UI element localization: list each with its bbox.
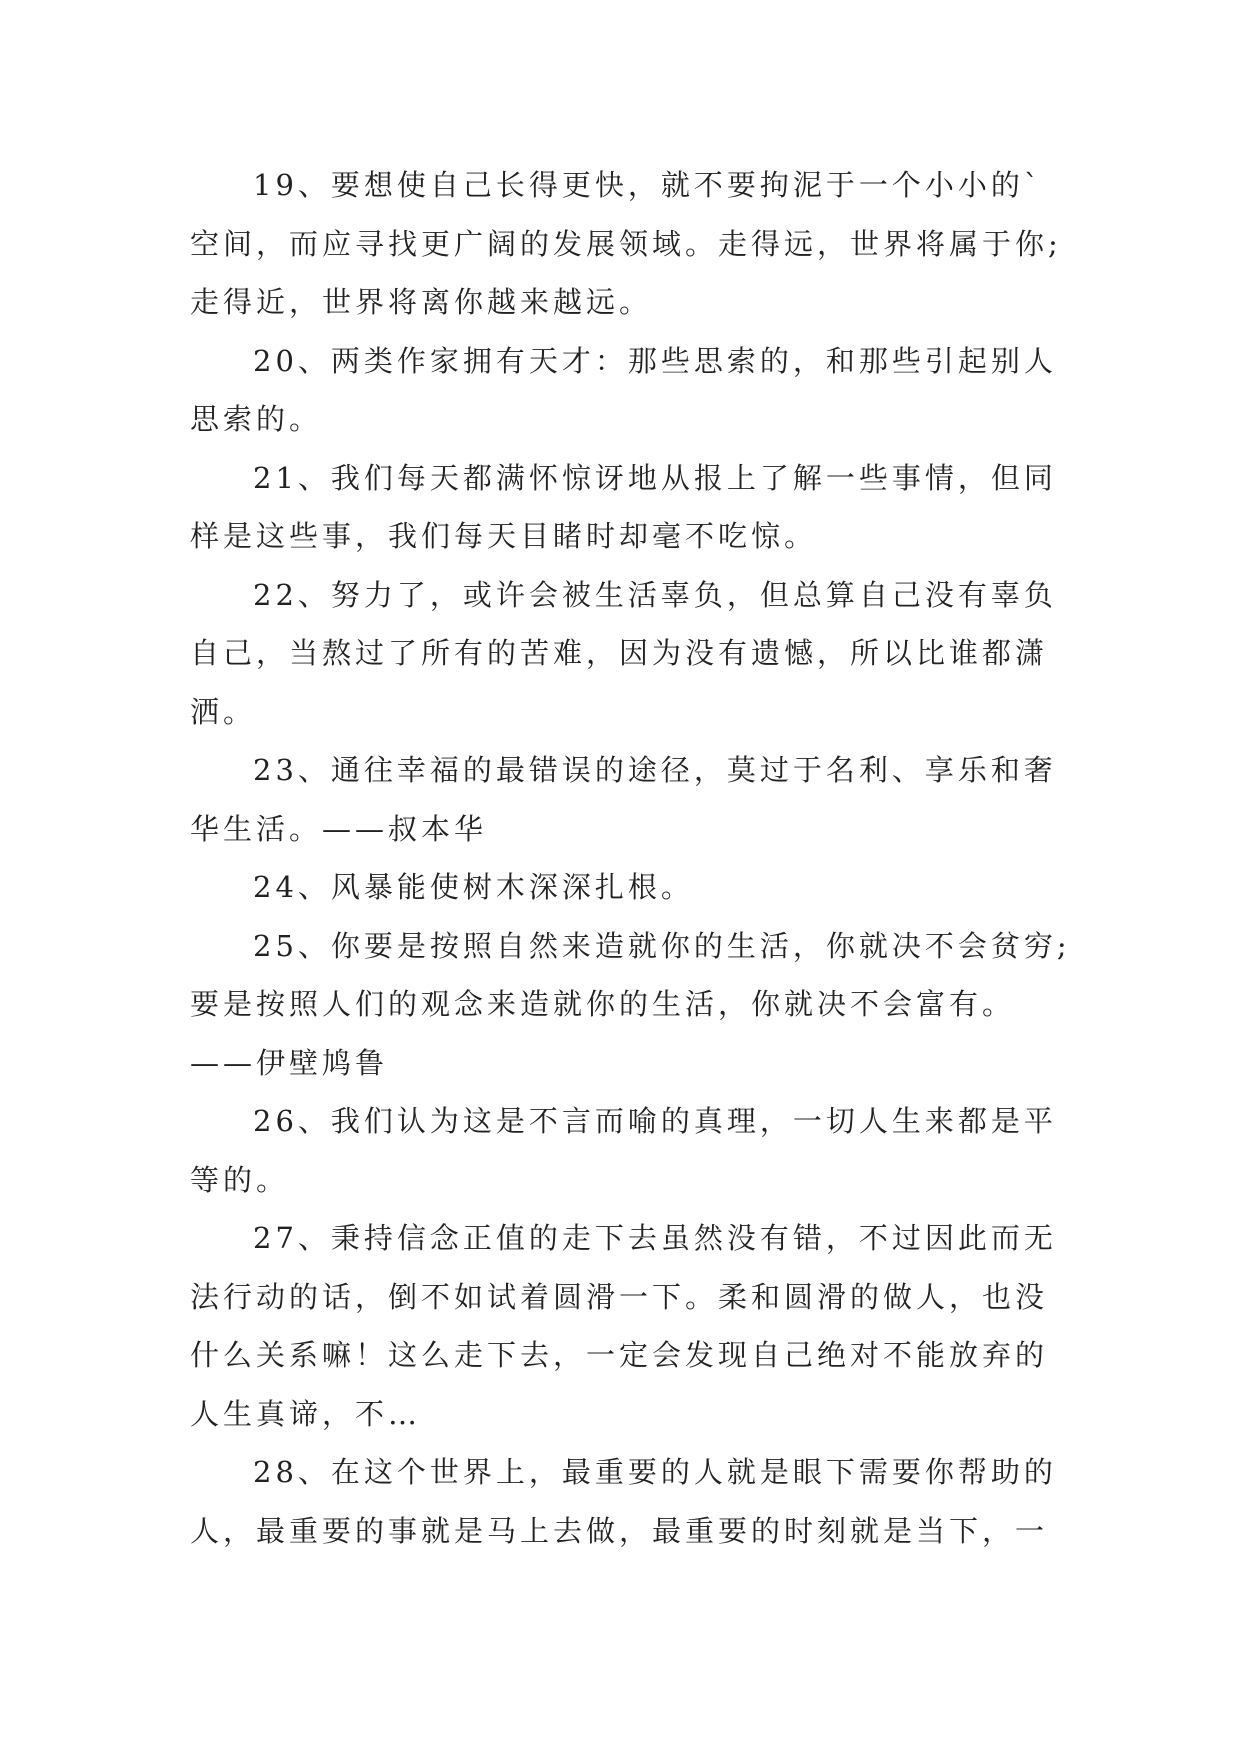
paragraph-22 <box>190 566 1057 742</box>
paragraph-line: 法行动的话，倒不如试着圆滑一下。柔和圆滑的做人，也没 <box>190 1279 1049 1314</box>
paragraph-line: 27、秉持信念正值的走下去虽然没有错，不过因此而无 <box>253 1221 1057 1255</box>
paragraph-line: 要是按照人们的观念来造就你的生活，你就决不会富有。 <box>190 987 1016 1021</box>
paragraph-25 <box>190 917 1071 1093</box>
paragraph-line: 华生活。——叔本华 <box>190 811 488 846</box>
paragraph-line: 21、我们每天都满怀惊讶地从报上了解一些事情，但同 <box>253 460 1057 495</box>
paragraph-28 <box>190 1443 1057 1560</box>
paragraph-line: 样是这些事，我们每天目睹时却毫不吃惊。 <box>190 519 818 553</box>
paragraph-24 <box>190 858 1050 917</box>
paragraph-line: 20、两类作家拥有天才：那些思索的，和那些引起别人 <box>253 343 1057 378</box>
paragraph-19 <box>190 156 1062 332</box>
paragraph-line: 走得近，世界将离你越来越远。 <box>190 285 653 319</box>
paragraph-line: 24、风暴能使树木深深扎根。 <box>253 870 694 904</box>
paragraph-line: 思索的。 <box>190 402 323 436</box>
paragraph-26 <box>190 1092 1057 1209</box>
paragraph-line: 19、要想使自己长得更快，就不要拘泥于一个小小的` <box>253 168 1043 202</box>
paragraph-21 <box>190 449 1057 566</box>
paragraph-line: 等的。 <box>190 1162 290 1197</box>
paragraph-line: 26、我们认为这是不言而喻的真理，一切人生来都是平 <box>253 1104 1057 1138</box>
paragraph-line: 人，最重要的事就是马上去做，最重要的时刻就是当下，一 <box>190 1513 1049 1548</box>
paragraph-line: 25、你要是按照自然来造就你的生活，你就决不会贫穷; <box>253 928 1071 963</box>
paragraph-27 <box>190 1209 1057 1443</box>
paragraph-line: 什么关系嘛！这么走下去，一定会发现自己绝对不能放弃的 <box>190 1338 1049 1372</box>
paragraph-line: 空间，而应寻找更广阔的发展领域。走得远，世界将属于你; <box>190 226 1062 261</box>
paragraph-line: 人生真谛，不… <box>190 1396 422 1431</box>
paragraph-20 <box>190 332 1057 449</box>
paragraph-line: 洒。 <box>190 694 257 729</box>
paragraph-23 <box>190 741 1057 858</box>
paragraph-line: 23、通往幸福的最错误的途径，莫过于名利、享乐和奢 <box>253 753 1057 787</box>
paragraph-line: 28、在这个世界上，最重要的人就是眼下需要你帮助的 <box>253 1455 1057 1489</box>
paragraph-line: 22、努力了，或许会被生活辜负，但总算自己没有辜负 <box>253 577 1057 612</box>
paragraph-line: 自己，当熬过了所有的苦难，因为没有遗憾，所以比谁都潇 <box>190 636 1049 670</box>
paragraph-line: ——伊壁鸠鲁 <box>190 1045 389 1080</box>
document-body <box>190 156 1071 1560</box>
